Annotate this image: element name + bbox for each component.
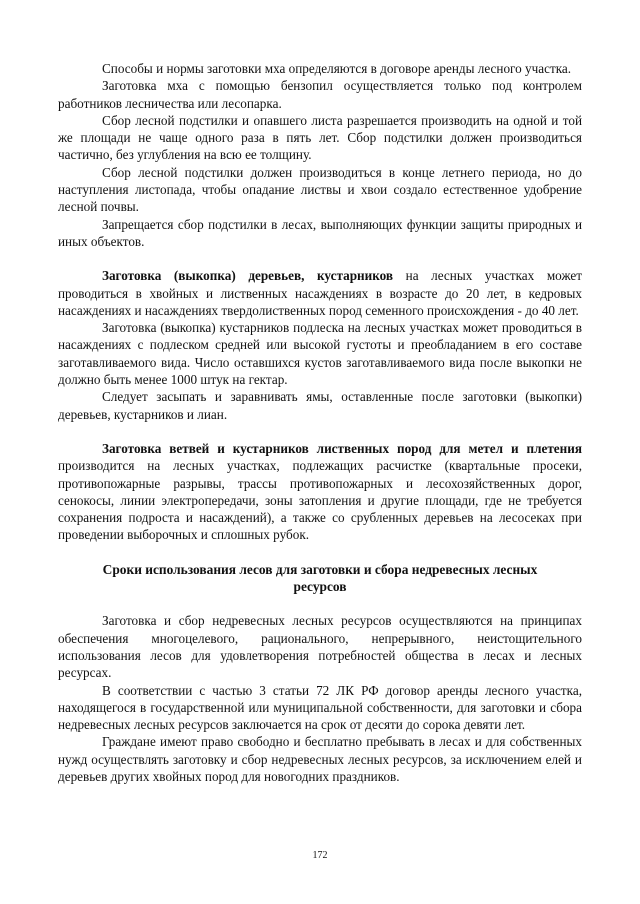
paragraph-lease-term: В соответствии с частью 3 статьи 72 ЛК РФ договор аренды лесного участка, находящегося в государственной или муниципальной собственности, для заготовки и сбора недревесных лесных ресурсов заключается на срок от десяти до сорока девяти лет. [58, 682, 582, 733]
page-number: 172 [312, 850, 328, 861]
branches-term: Заготовка ветвей и кустарников лиственных пород для метел и плетения [102, 440, 582, 456]
paragraph-principles: Заготовка и сбор недревесных лесных ресурсов осуществляются на принципах обеспечения многоцелевого, рационального, непрерывного, неистощительного использования лесов для удовлетворения потребностей общества в лесах и лесных ресурсах. [58, 613, 582, 681]
paragraph-litter-ban: Запрещается сбор подстилки в лесах, выполняющих функции защиты природных и иных объектов. [58, 216, 582, 249]
section-heading: Сроки использования лесов для заготовки и сбора недревесных лесных ресурсов [102, 561, 538, 595]
paragraph-litter-season: Сбор лесной подстилки должен производиться в конце летнего периода, но до наступления листопада, чтобы опадание листвы и хвои создало естественное удобрение лесной почвы. [58, 164, 582, 215]
paragraph-shrubs-digging: Заготовка (выкопка) кустарников подлеска на лесных участках может проводиться в насаждениях с подлеском средней или высокой густоты и преобладанием в его составе заготавливаемого вида. Число оставшихся кустов заготавливаемого вида после выкопки не должно быть менее 1000 штук на гектар. [58, 320, 582, 388]
trees-digging-term: Заготовка (выкопка) деревьев, кустарников [102, 268, 394, 284]
branches-text: производится на лесных участках, подлежащих расчистке (квартальные просеки, противопожарные разрывы, трассы противопожарных и лесохозяйственных дорог, сенокосы, линии электропередачи, зоны затопления и другие площади, где не требуется сохранения подроста и насаждений), а также со срубленных деревьев на лесосеках при проведении выборочных и сплошных рубок. [58, 458, 582, 543]
paragraph-moss-norms: Способы и нормы заготовки мха определяются в договоре аренды лесного участка. [102, 61, 572, 76]
paragraph-fill-pits: Следует засыпать и заравнивать ямы, оставленные после заготовки (выкопки) деревьев, кустарников и лиан. [58, 389, 582, 422]
trees-digging-text: на лесных участках может проводиться в хвойных и лиственных насаждениях в возрасте до 20 лет, в кедровых насаждениях и насаждениях твердолиственных пород семенного происхождения - до 40 лет. [58, 268, 583, 318]
paragraph-branches [58, 440, 582, 544]
paragraph-moss-chainsaw: Заготовка мха с помощью бензопил осуществляется только под контролем работников лесничества или лесопарка. [58, 78, 582, 111]
paragraph-litter-frequency: Сбор лесной подстилки и опавшего листа разрешается производить на одной и той же площади не чаще одного раза в пять лет. Сбор подстилки должен производиться частично, без углубления на всю ее толщину. [58, 112, 582, 163]
paragraph-trees-digging [58, 267, 582, 319]
paragraph-citizens-rights: Граждане имеют право свободно и бесплатно пребывать в лесах и для собственных нужд осуществлять заготовку и сбор недревесных лесных ресурсов, за исключением елей и деревьев других хвойных пород для новогодних праздников. [58, 734, 582, 784]
